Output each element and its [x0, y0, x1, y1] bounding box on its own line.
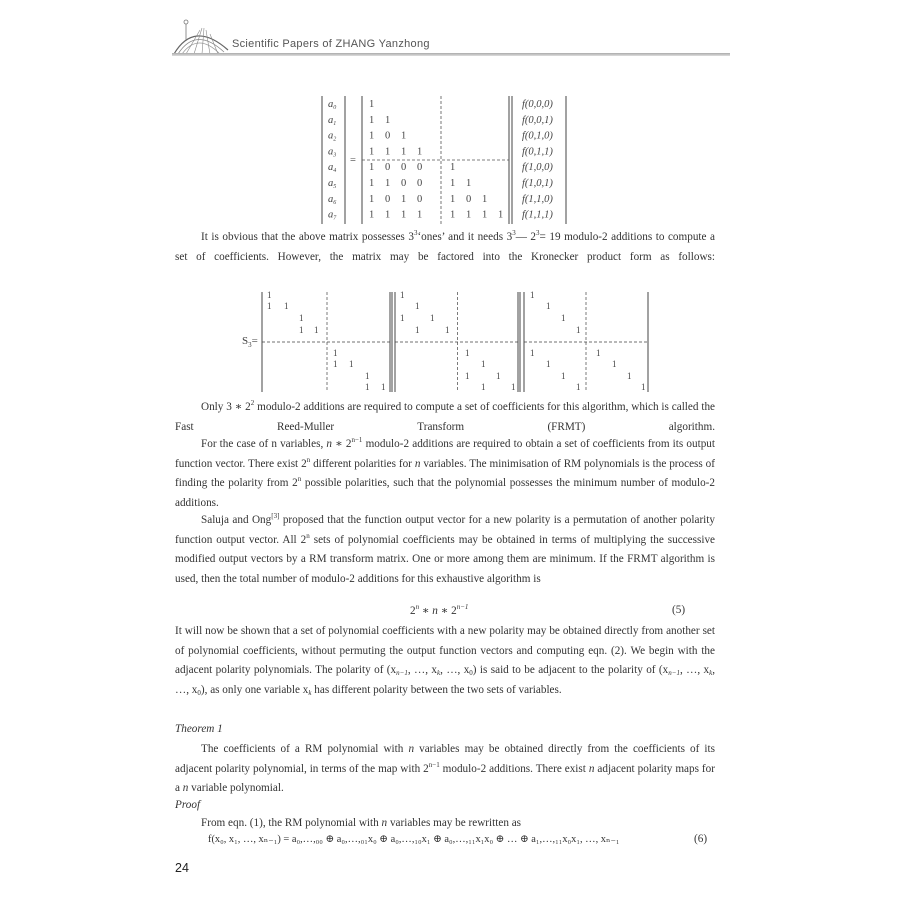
coefficient-label: a0	[328, 99, 337, 111]
function-value: f(1,1,0)	[522, 193, 553, 205]
matrix-cell: 1	[530, 348, 535, 358]
matrix-cell: 1	[381, 382, 386, 392]
matrix-cell: 1	[385, 209, 391, 221]
matrix-cell: 1	[401, 209, 407, 221]
matrix-cell: 1	[369, 162, 375, 174]
matrix-cell: 1	[465, 371, 470, 381]
function-value: f(1,0,1)	[522, 178, 553, 189]
matrix-cell: 0	[466, 193, 472, 205]
paragraph-1: It is obvious that the above matrix possesses $3^3‘ones$’ and it needs $3^3—$ $2^3= 19$ modulo-2 additions to compute a set of coefficients. However, the matrix may be factored into the Kronecker product form as follows:	[175, 229, 715, 263]
matrix-cell: 1	[496, 371, 501, 381]
matrix-cell: 1	[400, 313, 405, 323]
theorem-title: Theorem 1	[175, 723, 223, 735]
matrix-cell: 1	[430, 313, 435, 323]
matrix-cell: 1	[369, 209, 375, 221]
matrix-cell: 1	[450, 162, 456, 174]
matrix-cell: 1	[530, 290, 535, 300]
matrix-cell: 1	[498, 209, 504, 221]
matrix-cell: 1	[450, 178, 456, 189]
matrix-cell: 1	[385, 178, 391, 189]
matrix-cell: 1	[267, 290, 272, 300]
equation-6: f(x₀, x₁, …, xₙ₋₁) = a₀,…,₀₀ ⊕ a₀,…,₀₁x₀ ⊕ a₀,…,₁₀x₁ ⊕ a₀,…,₁₁x₁x₀ ⊕ … ⊕ a₁,…,₁₁x₀x₁, …, xₙ₋₁	[208, 834, 620, 845]
matrix-cell: 1	[385, 114, 391, 126]
function-value: f(0,0,1)	[522, 114, 553, 126]
coefficient-label: a1	[328, 114, 337, 127]
matrix-cell: 1	[445, 325, 450, 335]
function-value: f(1,0,0)	[522, 162, 553, 174]
matrix-cell: 0	[417, 162, 423, 174]
coefficient-label: a7	[328, 209, 337, 222]
matrix-cell: 1	[450, 193, 456, 205]
matrix-cell: 1	[466, 178, 472, 189]
matrix-cell: 1	[561, 371, 566, 381]
function-value: f(0,1,0)	[522, 130, 553, 142]
coefficient-label: a3	[328, 146, 337, 159]
matrix-cell: 1	[369, 130, 375, 142]
matrix-cell: 1	[284, 301, 289, 311]
equals-sign: =	[350, 155, 356, 166]
matrix-cell: 1	[267, 301, 272, 311]
matrix-cell: 0	[401, 162, 407, 174]
matrix-cell: 1	[299, 313, 304, 323]
matrix-cell: 1	[369, 146, 375, 158]
paragraph-4: Saluja and Ong[3] proposed that the function output vector for a new polarity is a permutation of another polarity function output vector. All 2$^n$ sets of polynomial coefficients may be obtained in terms of multiplying the successive modified output vectors by a RM transform matrix. One or more among them are minimum. If the FRMT algorithm is used, then the total number of modulo-2 additions for this exhaustive algorithm is	[175, 512, 715, 585]
matrix-cell: 1	[333, 348, 338, 358]
theorem-body: The coefficients of a RM polynomial with n variables may be obtained directly from the coefficients of its adjacent polarity polynomial, in terms of the map with $2^{n-1}$ modulo-2 additions. There exist n adjacent polarity maps for a n variable polynomial.	[175, 743, 715, 795]
matrix-cell: 1	[385, 146, 391, 158]
matrix-cell: 0	[385, 162, 391, 174]
page-number: 24	[175, 861, 189, 875]
matrix-cell: 1	[465, 348, 470, 358]
matrix-cell: 1	[369, 99, 375, 110]
equation-5: 2$^n$ ∗ n ∗ $2^{n-1}$	[410, 603, 469, 617]
paragraph-3: For the case of n variables, n ∗ $2^{n-1}$ modulo-2 additions are required to obtain a set of coefficients from its output function vector. There exist 2$^n$ different polarities for n variables. The minimisation of RM polynomials is the process of finding the polarity from 2$^n$ possible polarities, such that the polynomial possesses the minimum number of modulo-2 additions.	[175, 436, 715, 509]
matrix-cell: 1	[365, 371, 370, 381]
paragraph-2: Only 3 ∗ $2^2$ modulo-2 additions are required to compute a set of coefficients for this algorithm, which is called the Fast Reed-Muller Transform (FRMT) algorithm.	[175, 399, 716, 433]
matrix-cell: 1	[333, 359, 338, 369]
coefficient-label: a4	[328, 162, 337, 175]
matrix-cell: 1	[482, 193, 488, 205]
matrix-cell: 1	[612, 359, 617, 369]
matrix-cell: 1	[627, 371, 632, 381]
function-value: f(1,1,1)	[522, 209, 553, 221]
matrix-cell: 1	[365, 382, 370, 392]
matrix-cell: 1	[415, 325, 420, 335]
matrix-cell: 1	[417, 209, 423, 221]
matrix-label: $S_3=$	[242, 335, 258, 349]
matrix-cell: 0	[385, 193, 391, 205]
kronecker-matrix	[0, 0, 900, 400]
coefficient-label: a5	[328, 178, 337, 190]
matrix-cell: 1	[466, 209, 472, 221]
matrix-cell: 1	[546, 359, 551, 369]
function-value: f(0,0,0)	[522, 99, 553, 110]
matrix-cell: 0	[417, 193, 423, 205]
equation-6-number: (6)	[694, 833, 708, 845]
matrix-cell: 1	[561, 313, 566, 323]
matrix-cell: 1	[481, 359, 486, 369]
matrix-cell: 1	[400, 290, 405, 300]
matrix-cell: 0	[401, 178, 407, 189]
matrix-cell: 1	[314, 325, 319, 335]
paragraph-5: It will now be shown that a set of polynomial coefficients with a new polarity may be obtained directly from another set of polynomial coefficients, without permuting the output function vectors and computing eqn. (2). We begin with the adjacent polarity polynomials. The polarity of ($x_{n-1}$, …, $x_k$, …, $x_0$) is said to be adjacent to the polarity of ($x_{n-1}$, …, $x_k$, …, $x_0$), as only one variable $x_k$ has different polarity between the two sets of variables.	[175, 625, 716, 697]
coefficient-label: a2	[328, 130, 337, 143]
matrix-cell: 1	[349, 359, 354, 369]
matrix-cell: 1	[415, 301, 420, 311]
matrix-cell: 1	[482, 209, 488, 221]
proof-body: From eqn. (1), the RM polynomial with n variables may be rewritten as	[201, 817, 522, 829]
matrix-cell: 1	[401, 130, 407, 142]
equation-5-number: (5)	[672, 604, 686, 616]
matrix-cell: 1	[596, 348, 601, 358]
matrix-cell: 1	[576, 325, 581, 335]
matrix-cell: 1	[401, 193, 407, 205]
running-title: Scientific Papers of ZHANG Yanzhong	[232, 38, 430, 50]
matrix-cell: 1	[369, 114, 375, 126]
coefficient-label: a6	[328, 193, 337, 206]
matrix-cell: 1	[481, 382, 486, 392]
matrix-cell: 1	[450, 209, 456, 221]
matrix-cell: 1	[641, 382, 646, 392]
matrix-cell: 0	[385, 130, 391, 142]
proof-title: Proof	[175, 799, 201, 811]
matrix-cell: 1	[546, 301, 551, 311]
matrix-cell: 1	[576, 382, 581, 392]
matrix-cell: 1	[417, 146, 423, 158]
matrix-cell: 1	[369, 178, 375, 189]
matrix-cell: 1	[369, 193, 375, 205]
matrix-cell: 0	[417, 178, 423, 189]
function-value: f(0,1,1)	[522, 146, 553, 158]
matrix-cell: 1	[511, 382, 516, 392]
matrix-cell: 1	[299, 325, 304, 335]
matrix-cell: 1	[401, 146, 407, 158]
